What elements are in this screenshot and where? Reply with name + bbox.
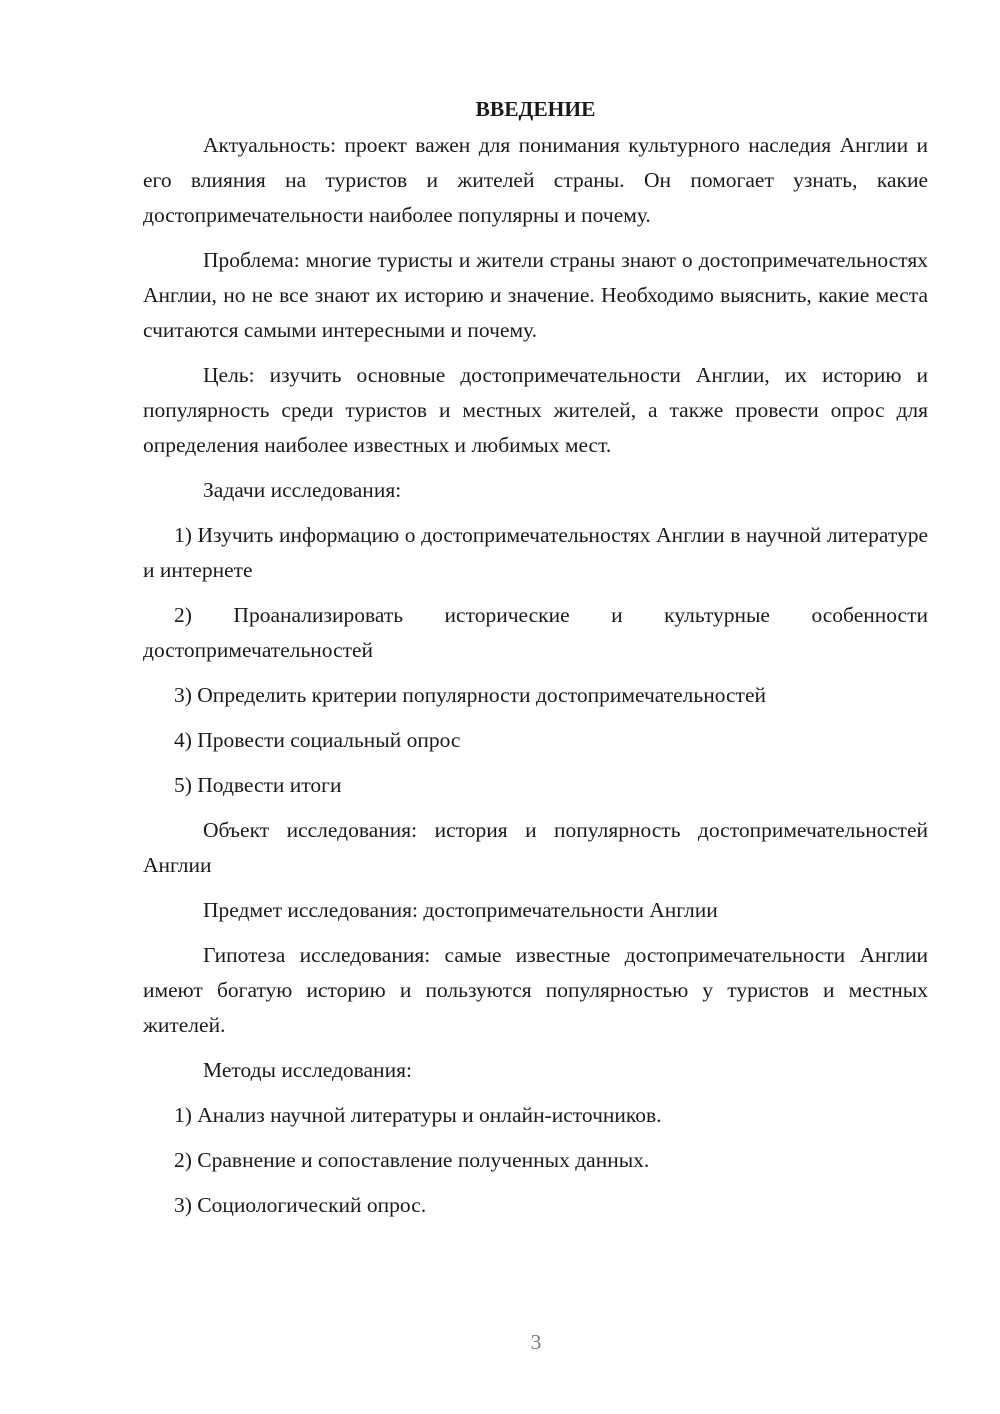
task-item-5: 5) Подвести итоги <box>174 773 342 797</box>
task-item-4: 4) Провести социальный опрос <box>174 728 461 752</box>
task-item-1: 1) Изучить информацию о достопримечательностях Англии в научной литературе и интернете <box>143 523 928 582</box>
hypothesis-paragraph: Гипотеза исследования: самые известные достопримечательности Англии имеют богатую историю и пользуются популярностью у туристов и местных жителей. <box>143 943 928 1037</box>
document-page <box>143 92 928 1233</box>
tasks-heading: Задачи исследования: <box>203 478 402 502</box>
method-item-2: 2) Сравнение и сопоставление полученных данных. <box>174 1148 650 1172</box>
goal-paragraph: Цель: изучить основные достопримечательности Англии, их историю и популярность среди туристов и местных жителей, а также провести опрос для определения наиболее известных и любимых мест. <box>143 363 928 457</box>
task-item-2: 2) Проанализировать исторические и культурные особенности достопримечательностей <box>143 603 928 662</box>
methods-heading: Методы исследования: <box>203 1058 412 1082</box>
task-item-3: 3) Определить критерии популярности достопримечательностей <box>174 683 766 707</box>
page-title: ВВЕДЕНИЕ <box>475 97 596 121</box>
method-item-3: 3) Социологический опрос. <box>174 1193 427 1217</box>
page-number: 3 <box>530 1330 542 1354</box>
problem-paragraph: Проблема: многие туристы и жители страны знают о достопримечательностях Англии, но не все знают их историю и значение. Необходимо выяснить, какие места считаются самыми интересными и почему. <box>143 248 928 342</box>
relevance-paragraph: Актуальность: проект важен для понимания культурного наследия Англии и его влияния на туристов и жителей страны. Он помогает узнать, какие достопримечательности наиболее популярны и почему. <box>143 133 928 227</box>
method-item-1: 1) Анализ научной литературы и онлайн-источников. <box>174 1103 662 1127</box>
subject-paragraph: Предмет исследования: достопримечательности Англии <box>203 898 718 922</box>
object-paragraph: Объект исследования: история и популярность достопримечательностей Англии <box>143 818 928 877</box>
